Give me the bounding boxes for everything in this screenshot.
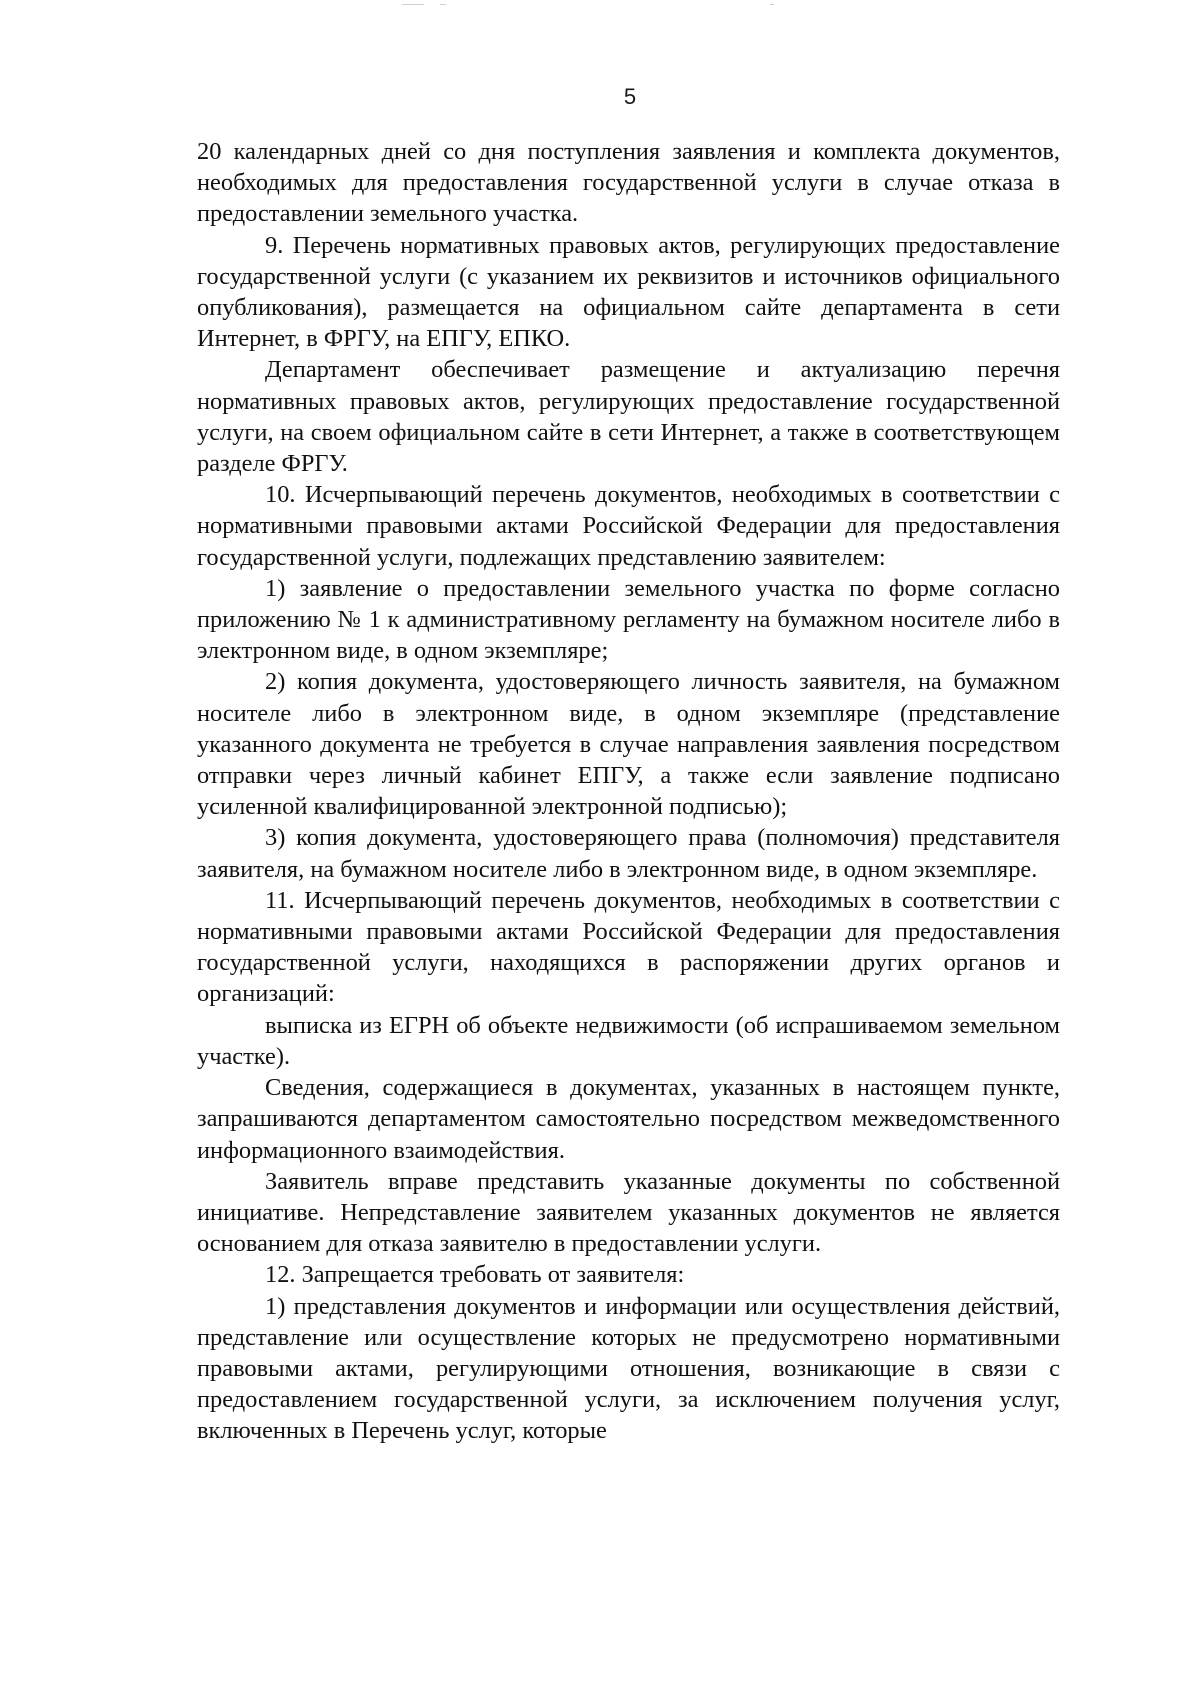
paragraph-interagency-request: Сведения, содержащиеся в документах, указанных в настоящем пункте, запрашиваются департаментом самостоятельно посредством межведомственного информационного взаимодействия. xyxy=(197,1074,1060,1164)
paragraph-egrn-extract: выписка из ЕГРН об объекте недвижимости (об испрашиваемом земельном участке). xyxy=(197,1011,1060,1070)
page-number: 5 xyxy=(623,84,637,109)
scan-artifact xyxy=(440,4,446,5)
paragraph-item-10: 10. Исчерпывающий перечень документов, необходимых в соответствии с нормативными правовыми актами Российской Федерации для предоставления государственной услуги, подлежащих представлению заявителем: xyxy=(197,481,1060,571)
paragraph-item-10-sub-2: 2) копия документа, удостоверяющего личность заявителя, на бумажном носителе либо в электронном виде, в одном экземпляре (представление указанного документа не требуется в случае направления заявления посредством отправки через личный кабинет ЕПГУ, а также если заявление подписано усиленной квалифицированной электронной подписью); xyxy=(197,668,1060,821)
paragraph-item-12-sub-1: 1) представления документов и информации или осуществления действий, представление или осуществление которых не предусмотрено нормативными правовыми актами, регулирующими отношения, возникающие в связи с предоставлением государственной услуги, за исключением получения услуг, включенных в Перечень услуг, которые xyxy=(197,1292,1060,1445)
paragraph-item-10-sub-1: 1) заявление о предоставлении земельного участка по форме согласно приложению № 1 к административному регламенту на бумажном носителе либо в электронном виде, в одном экземпляре; xyxy=(197,574,1060,665)
paragraph-item-10-sub-3: 3) копия документа, удостоверяющего права (полномочия) представителя заявителя, на бумажном носителе либо в электронном виде, в одном экземпляре. xyxy=(197,824,1060,883)
paragraph-department-duty: Департамент обеспечивает размещение и актуализацию перечня нормативных правовых актов, регулирующих предоставление государственной услуги, на своем официальном сайте в сети Интернет, а также в соответствующем разделе ФРГУ. xyxy=(197,356,1060,478)
paragraph-item-12: 12. Запрещается требовать от заявителя: xyxy=(265,1261,685,1289)
scan-artifact xyxy=(770,4,774,5)
document-body xyxy=(197,136,1060,1447)
paragraph-applicant-right: Заявитель вправе представить указанные документы по собственной инициативе. Непредставление заявителем указанных документов не является основанием для отказа заявителю в предоставлении услуги. xyxy=(197,1167,1060,1258)
paragraph-item-9: 9. Перечень нормативных правовых актов, регулирующих предоставление государственной услуги (с указанием их реквизитов и источников официального опубликования), размещается на официальном сайте департамента в сети Интернет, в ФРГУ, на ЕПГУ, ЕПКО. xyxy=(197,231,1060,353)
paragraph-continuation: 20 календарных дней со дня поступления заявления и комплекта документов, необходимых для предоставления государственной услуги в случае отказа в предоставлении земельного участка. xyxy=(197,138,1060,228)
paragraph-item-11: 11. Исчерпывающий перечень документов, необходимых в соответствии с нормативными правовыми актами Российской Федерации для предоставления государственной услуги, находящихся в распоряжении других органов и организаций: xyxy=(197,886,1060,1008)
scan-artifact xyxy=(402,4,424,5)
